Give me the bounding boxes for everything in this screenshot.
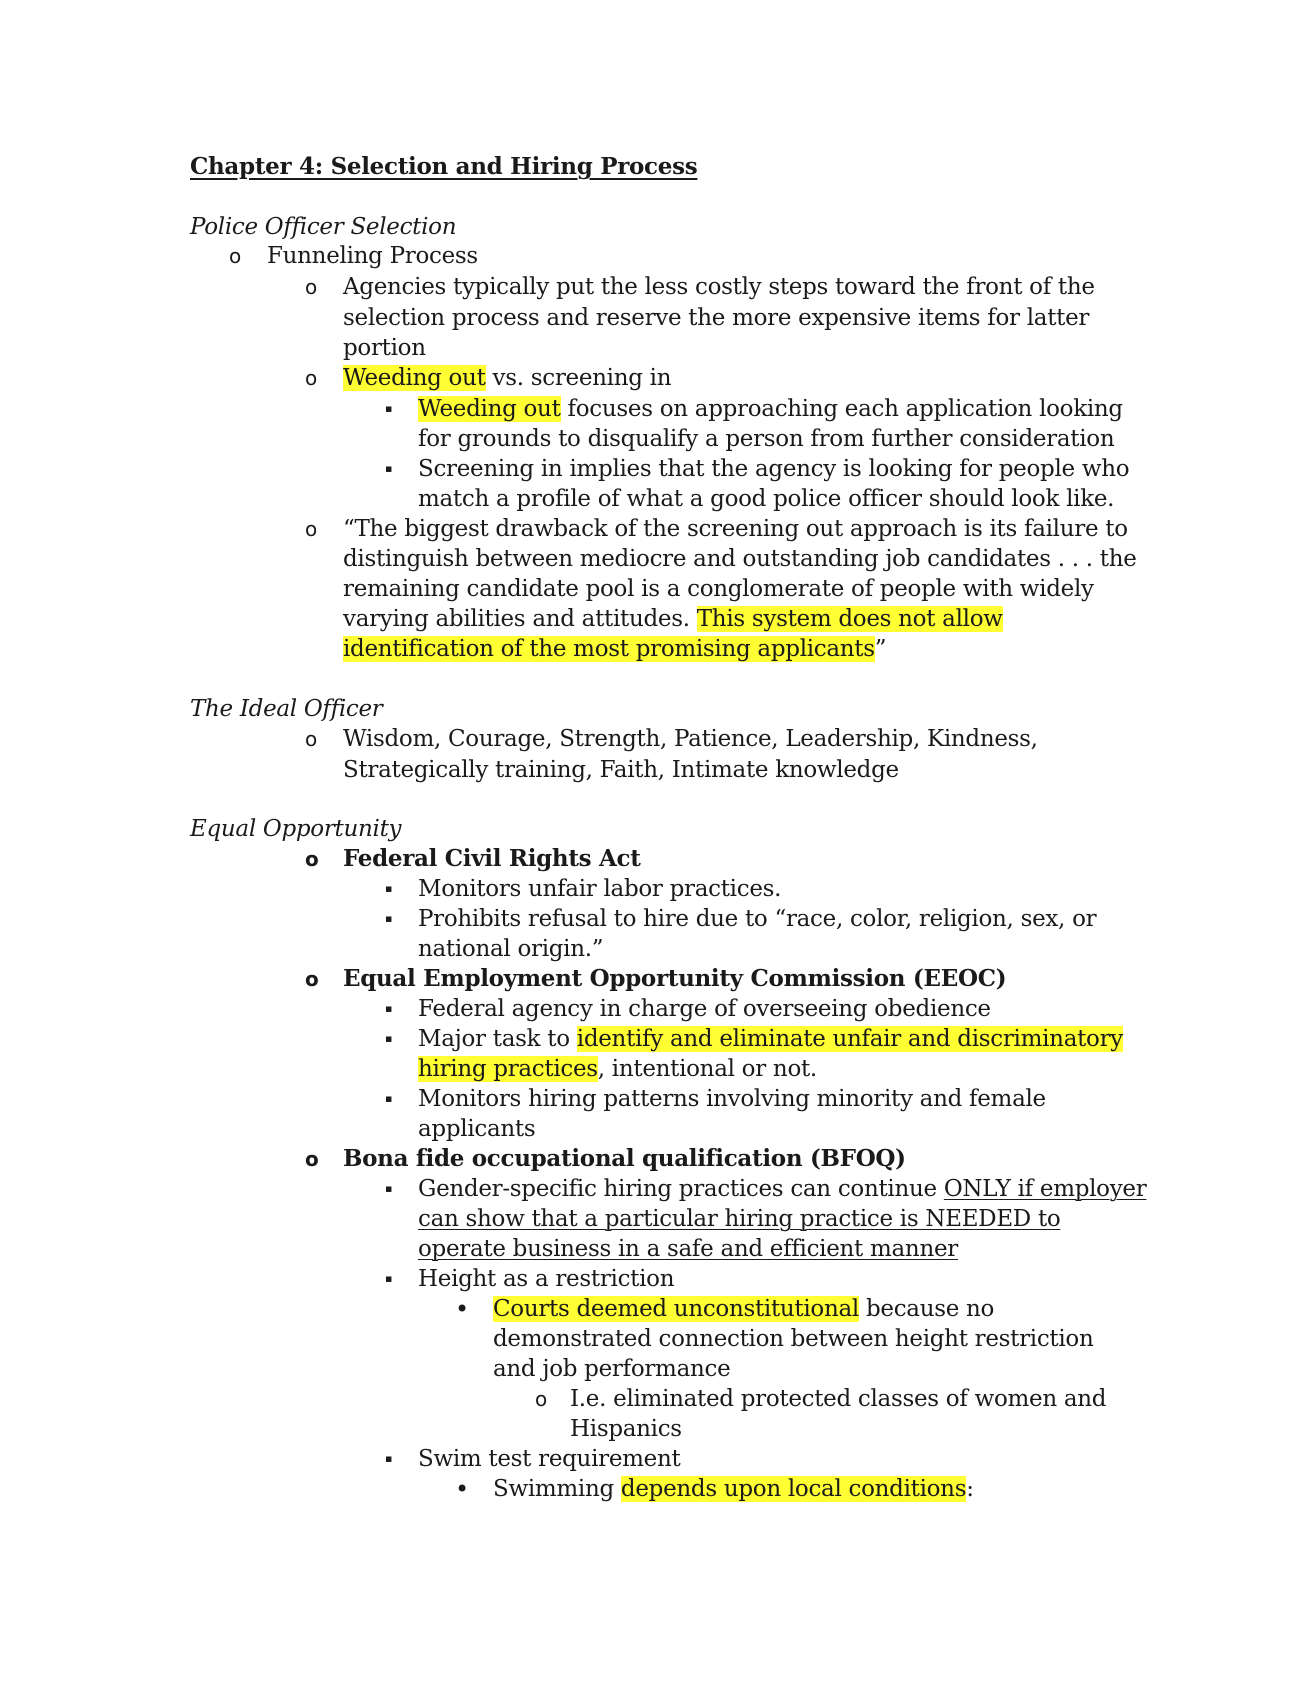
circle-bullet-icon: o [305, 847, 319, 871]
list-item-weeding-focus [418, 394, 1123, 424]
page-title: Chapter 4: Selection and Hiring Process [190, 153, 698, 180]
square-bullet-icon: ▪ [385, 402, 393, 415]
list-item-funneling: Funneling Process [267, 243, 478, 269]
list-item-bfoq-1-line3: operate business in a safe and efficient manner [418, 1236, 958, 1262]
highlighted-text: depends upon local conditions [620, 1476, 967, 1502]
square-bullet-icon: ▪ [385, 1272, 393, 1285]
highlighted-text: hiring practices [418, 1056, 598, 1082]
list-item-fcra-1: Monitors unfair labor practices. [418, 876, 782, 902]
list-item-eeoc-1: Federal agency in charge of overseeing obedience [418, 996, 991, 1022]
list-item-swimming [493, 1474, 974, 1504]
list-item-courts-line2: demonstrated connection between height restriction [493, 1326, 1094, 1352]
list-item-swim: Swim test requirement [418, 1446, 681, 1472]
square-bullet-icon: ▪ [385, 882, 393, 895]
list-item-weeding-focus-line2: for grounds to disqualify a person from further consideration [418, 426, 1115, 452]
section-heading-equal: Equal Opportunity [190, 816, 402, 842]
circle-bullet-icon: o [305, 727, 318, 751]
square-bullet-icon: ▪ [385, 1002, 393, 1015]
text-span: Swimming [493, 1476, 621, 1502]
text-span: Gender-specific hiring practices can continue [418, 1176, 944, 1202]
highlighted-text: Courts deemed unconstitutional [493, 1296, 859, 1322]
dot-bullet-icon: • [455, 1295, 470, 1323]
highlighted-text: Weeding out [418, 396, 561, 422]
list-item-bfoq-1-line2: can show that a particular hiring practice is NEEDED to [418, 1206, 1061, 1232]
list-item-bfoq-1 [418, 1174, 1146, 1204]
circle-bullet-icon: o [305, 366, 318, 390]
list-item-ideal-line2: Strategically training, Faith, Intimate knowledge [343, 757, 899, 783]
list-item-height: Height as a restriction [418, 1266, 675, 1292]
text-span: Major task to [418, 1026, 577, 1052]
list-item-screening: Screening in implies that the agency is looking for people who [418, 456, 1130, 482]
underlined-text: ONLY if employer [943, 1176, 1147, 1202]
list-item-eeoc-3-line2: applicants [418, 1116, 536, 1142]
list-item-ideal: Wisdom, Courage, Strength, Patience, Leadership, Kindness, [343, 726, 1038, 752]
square-bullet-icon: ▪ [385, 1032, 393, 1045]
list-item-fcra-2-line2: national origin.” [418, 936, 604, 962]
text-span: vs. screening in [485, 365, 672, 391]
list-item-eeoc: Equal Employment Opportunity Commission (EEOC) [343, 965, 1007, 992]
circle-bullet-icon: o [305, 967, 319, 991]
list-item-agencies-line3: portion [343, 335, 426, 361]
list-item-quote-line3: remaining candidate pool is a conglomerate of people with widely [343, 576, 1094, 602]
highlighted-text: identification of the most promising applicants [343, 636, 875, 662]
highlighted-text: Weeding out [343, 365, 486, 391]
circle-bullet-icon: o [535, 1387, 548, 1411]
section-heading-police: Police Officer Selection [190, 214, 457, 240]
list-item-quote-line5 [343, 634, 886, 664]
square-bullet-icon: ▪ [385, 462, 393, 475]
square-bullet-icon: ▪ [385, 1452, 393, 1465]
list-item-fcra-2: Prohibits refusal to hire due to “race, color, religion, sex, or [418, 906, 1097, 932]
list-item-agencies-line2: selection process and reserve the more expensive items for latter [343, 305, 1090, 331]
list-item-quote-line2: distinguish between mediocre and outstanding job candidates . . . the [343, 546, 1137, 572]
list-item-bfoq: Bona fide occupational qualification (BFOQ) [343, 1145, 906, 1172]
circle-bullet-icon: o [305, 517, 318, 541]
list-item-screening-line2: match a profile of what a good police officer should look like. [418, 486, 1115, 512]
text-span: ” [874, 636, 887, 662]
text-span: : [966, 1476, 974, 1502]
list-item-ie-line2: Hispanics [570, 1416, 682, 1442]
circle-bullet-icon: o [305, 1147, 319, 1171]
list-item-quote: “The biggest drawback of the screening out approach is its failure to [343, 516, 1128, 542]
square-bullet-icon: ▪ [385, 1182, 393, 1195]
text-span: varying abilities and attitudes. [343, 606, 697, 632]
highlighted-text: This system does not allow [696, 606, 1003, 632]
list-item-quote-line4 [343, 604, 1003, 634]
highlighted-text: identify and eliminate unfair and discriminatory [576, 1026, 1123, 1052]
list-item-eeoc-2 [418, 1024, 1123, 1054]
list-item-agencies: Agencies typically put the less costly steps toward the front of the [343, 274, 1095, 300]
circle-bullet-icon: o [305, 275, 318, 299]
square-bullet-icon: ▪ [385, 1092, 393, 1105]
list-item-eeoc-2-line2 [418, 1054, 817, 1084]
list-item-weeding [343, 363, 671, 393]
list-item-ie: I.e. eliminated protected classes of women and [570, 1386, 1107, 1412]
list-item-fcra: Federal Civil Rights Act [343, 845, 641, 872]
text-span: , intentional or not. [597, 1056, 817, 1082]
circle-bullet-icon: o [229, 244, 242, 268]
list-item-eeoc-3: Monitors hiring patterns involving minority and female [418, 1086, 1046, 1112]
section-heading-ideal: The Ideal Officer [190, 696, 383, 722]
text-span: focuses on approaching each application looking [560, 396, 1123, 422]
dot-bullet-icon: • [455, 1475, 470, 1503]
list-item-courts [493, 1294, 994, 1324]
list-item-courts-line3: and job performance [493, 1356, 731, 1382]
square-bullet-icon: ▪ [385, 912, 393, 925]
text-span: because no [858, 1296, 995, 1322]
